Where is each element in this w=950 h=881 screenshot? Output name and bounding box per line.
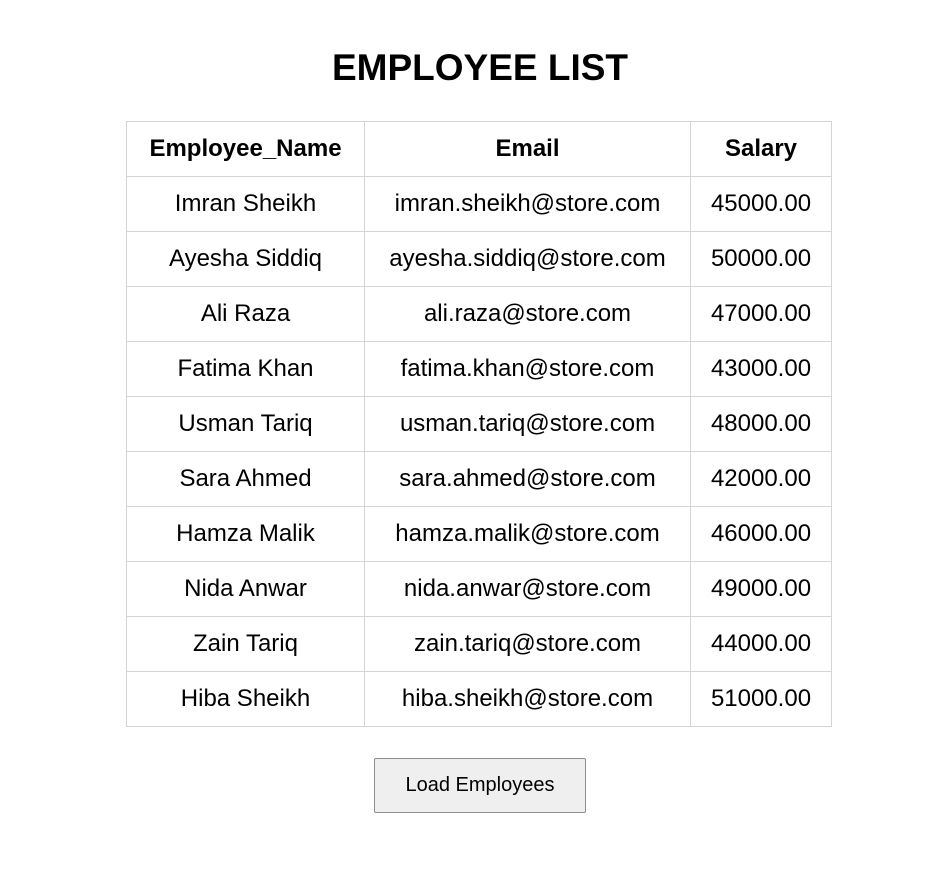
employee-email-cell: imran.sheikh@store.com — [365, 177, 691, 232]
employee-name-cell: Hiba Sheikh — [127, 672, 365, 727]
employee-name-cell: Nida Anwar — [127, 562, 365, 617]
column-header-email: Email — [365, 122, 691, 177]
employee-name-cell: Zain Tariq — [127, 617, 365, 672]
employee-name-cell: Fatima Khan — [127, 342, 365, 397]
employee-salary-cell: 49000.00 — [691, 562, 832, 617]
table-row — [127, 177, 832, 232]
employee-salary-cell: 47000.00 — [691, 287, 832, 342]
employee-email-cell: hiba.sheikh@store.com — [365, 672, 691, 727]
table-row — [127, 507, 832, 562]
employee-email-cell: zain.tariq@store.com — [365, 617, 691, 672]
employee-email-cell: usman.tariq@store.com — [365, 397, 691, 452]
employee-salary-cell: 51000.00 — [691, 672, 832, 727]
employee-name-cell: Imran Sheikh — [127, 177, 365, 232]
employee-salary-cell: 44000.00 — [691, 617, 832, 672]
employee-name-cell: Hamza Malik — [127, 507, 365, 562]
table-row — [127, 672, 832, 727]
table-row — [127, 452, 832, 507]
employee-email-cell: fatima.khan@store.com — [365, 342, 691, 397]
table-row — [127, 232, 832, 287]
employee-name-cell: Sara Ahmed — [127, 452, 365, 507]
employee-name-cell: Ali Raza — [127, 287, 365, 342]
employee-salary-cell: 50000.00 — [691, 232, 832, 287]
page-title: EMPLOYEE LIST — [331, 47, 629, 88]
employee-name-cell: Usman Tariq — [127, 397, 365, 452]
employee-name-cell: Ayesha Siddiq — [127, 232, 365, 287]
employee-salary-cell: 45000.00 — [691, 177, 832, 232]
table-row — [127, 562, 832, 617]
employee-salary-cell: 43000.00 — [691, 342, 832, 397]
table-row — [127, 342, 832, 397]
employee-table — [126, 121, 832, 727]
table-row — [127, 397, 832, 452]
table-header-row — [127, 122, 832, 177]
table-row — [127, 287, 832, 342]
load-employees-button[interactable]: Load Employees — [374, 758, 586, 813]
employee-email-cell: sara.ahmed@store.com — [365, 452, 691, 507]
employee-salary-cell: 42000.00 — [691, 452, 832, 507]
employee-email-cell: ayesha.siddiq@store.com — [365, 232, 691, 287]
employee-salary-cell: 46000.00 — [691, 507, 832, 562]
employee-email-cell: hamza.malik@store.com — [365, 507, 691, 562]
column-header-name: Employee_Name — [127, 122, 365, 177]
employee-salary-cell: 48000.00 — [691, 397, 832, 452]
table-row — [127, 617, 832, 672]
employee-email-cell: nida.anwar@store.com — [365, 562, 691, 617]
employee-email-cell: ali.raza@store.com — [365, 287, 691, 342]
column-header-salary: Salary — [691, 122, 832, 177]
